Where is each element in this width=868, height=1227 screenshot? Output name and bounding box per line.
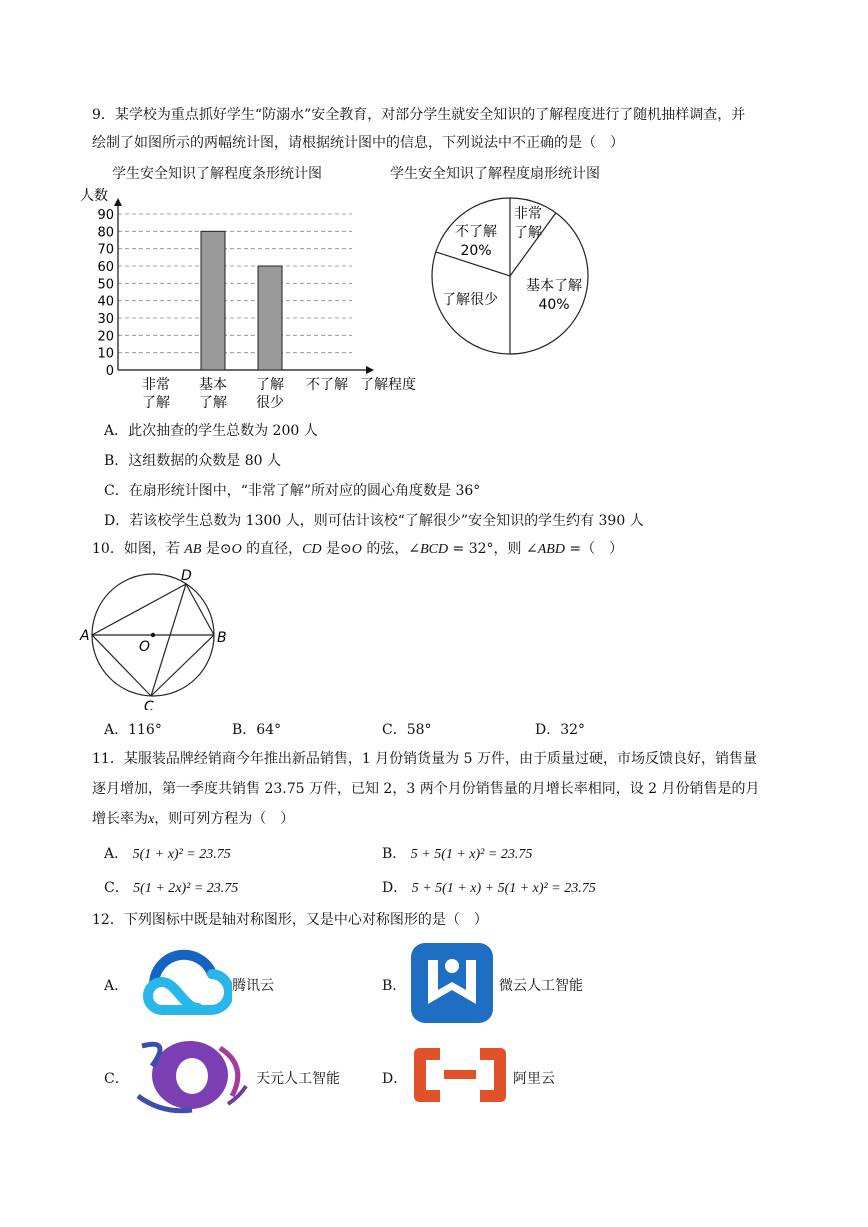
label-o: O [139,639,151,655]
q9-line2: 绘制了如图所示的两幅统计图，请根据统计图中的信息，下列说法中不正确的是（ ） [92,135,624,151]
weiyun-ai-logo-icon [410,942,494,1024]
x-tick-label: 非常 [142,377,170,393]
center-point [151,633,155,637]
y-tick-label: 30 [97,312,114,327]
q9-option-a: A．此次抽查的学生总数为 200 人 [104,423,318,439]
bar [258,266,282,370]
circle-figure [78,568,238,710]
q12-option-c-key: C． [104,1071,129,1087]
x-axis-label: 了解程度 [360,377,416,393]
label-c: C [144,699,154,710]
q12-option-d-label: 阿里云 [513,1071,555,1087]
y-tick-label: 40 [97,294,114,310]
pie-slice-label: 40% [538,297,570,313]
label-d: D [181,568,192,584]
y-axis-label: 人数 [80,188,108,204]
q11-option-d: D． 5 + 5(1 + x) + 5(1 + x)² = 23.75 [382,880,596,896]
aliyun-logo-icon [410,1044,510,1106]
q11-option-c: C． 5(1 + 2x)² = 23.75 [104,880,239,896]
tencent-cloud-logo-icon [132,944,232,1020]
q12-option-d-key: D． [382,1071,408,1087]
x-tick-label: 很少 [256,395,284,411]
q12-stem: 12．下列图标中既是轴对称图形，又是中心对称图形的是（ ） [92,912,488,928]
label-a: A [80,628,90,644]
q9-option-b: B．这组数据的众数是 80 人 [104,453,282,469]
bar-chart-axes [114,198,374,374]
q11-line1: 11．某服装品牌经销商今年推出新品销售，1 月份销货量为 5 万件，由于质量过硬，市场反馈良好，销售量 [92,751,757,767]
q9-option-c: C．在扇形统计图中，“非常了解”所对应的圆心角度数是 36° [104,483,481,499]
x-axis-arrow [366,366,374,374]
y-tick-label: 70 [97,242,114,258]
q11-option-a: A． 5(1 + x)² = 23.75 [104,846,231,862]
x-tick-label: 不了解 [306,377,348,393]
q12-option-b-key: B． [382,978,407,994]
pie-slice-label: 了解 [514,225,542,241]
q12-option-a-label: 腾讯云 [232,978,274,994]
y-tick-label: 0 [105,364,114,379]
pie-slice-label: 了解很少 [442,292,498,308]
chord-bd [186,584,214,635]
y-tick-label: 20 [97,329,114,345]
q10-option-a: A．116° [104,722,162,738]
bar [201,231,225,370]
y-tick-label: 50 [97,277,114,293]
q10-option-b: B．64° [232,722,282,738]
q10-stem: 10．如图，若 AB 是⊙O 的直径，CD 是⊙O 的弦，∠BCD = 32°，则 ∠ABD =（ ） [92,541,624,557]
label-b: B [217,630,227,646]
q11-option-b: B． 5 + 5(1 + x)² = 23.75 [382,846,533,862]
y-tick-label: 90 [97,208,114,223]
bar-chart-title: 学生安全知识了解程度条形统计图 [112,166,322,182]
x-tick-label: 基本 [199,377,227,393]
bar-chart-bars [201,231,282,370]
pie-slice-label: 非常 [514,206,542,222]
bar-chart [70,182,430,412]
tianyuan-ai-logo-icon [132,1036,250,1114]
pie-chart-title: 学生安全知识了解程度扇形统计图 [390,166,600,182]
y-tick-label: 80 [97,225,114,241]
x-tick-label: 了解 [199,395,227,411]
pie-slice-label: 不了解 [455,224,497,240]
pie-slice-label: 基本了解 [526,278,582,294]
q9-option-d: D．若该校学生总数为 1300 人，则可估计该校“了解很少”安全知识的学生约有 390 人 [104,513,644,529]
y-tick-label: 60 [97,260,114,275]
bar-chart-labels [80,187,416,411]
y-tick-label: 10 [97,346,114,362]
q12-option-c-label: 天元人工智能 [256,1071,340,1087]
q12-option-b-label: 微云人工智能 [499,978,583,994]
y-axis-arrow [114,198,122,206]
q11-line2: 逐月增加，第一季度共销售 23.75 万件，已知 2，3 两个月份销售量的月增长率相同，设 2 月份销售是的月 [92,781,760,797]
pie-slice-label: 20% [460,243,492,259]
x-tick-label: 了解 [256,377,284,393]
q9-line1: 9．某学校为重点抓好学生“防溺水”安全教育，对部分学生就安全知识的了解程度进行了随机抽样调查，并 [92,107,746,123]
q12-option-a-key: A． [104,978,129,994]
pie-chart [428,196,598,361]
q10-option-d: D．32° [535,722,586,738]
x-tick-label: 了解 [142,395,170,411]
q11-line3: 增长率为x，则可列方程为（ ） [92,811,295,827]
bar-chart-grid [118,214,352,353]
q10-option-c: C．58° [382,722,432,738]
